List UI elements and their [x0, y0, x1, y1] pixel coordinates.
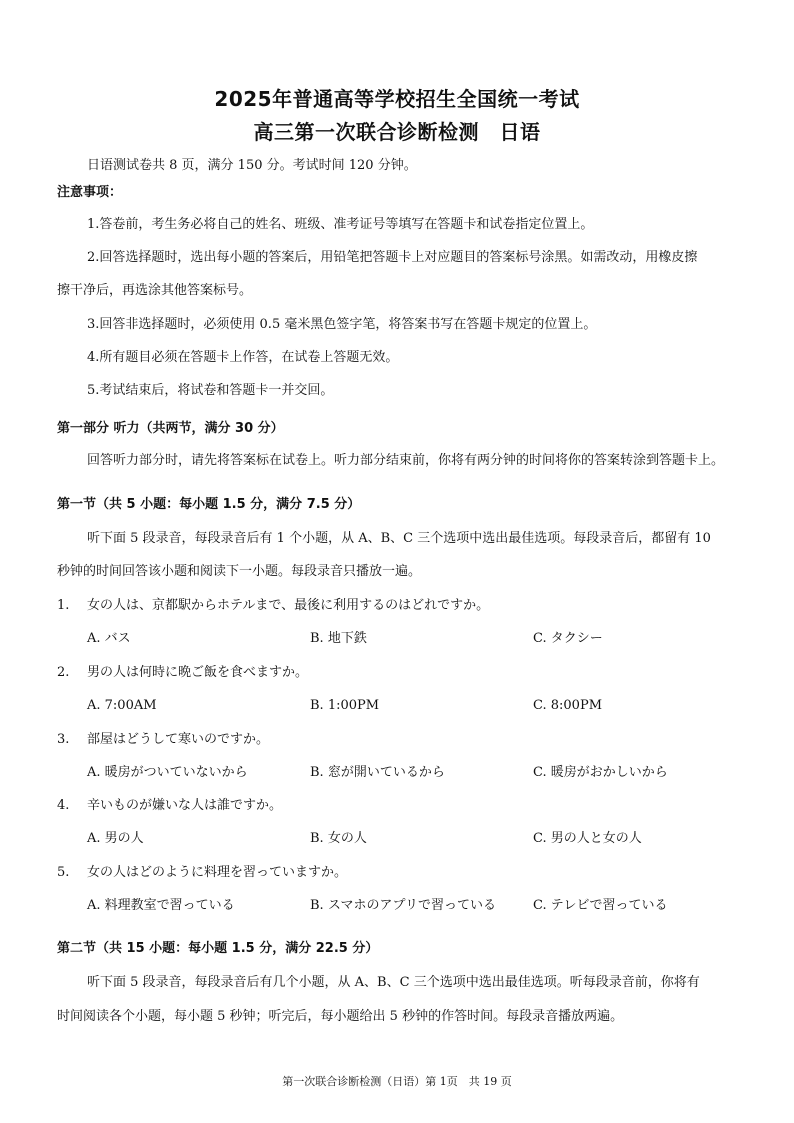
- part1-text: 回答听力部分时，请先将答案标在试卷上。听力部分结束前，你将有两分钟的时间将你的答案转涂到答题卡上。: [87, 453, 725, 468]
- question-number: 4.: [57, 798, 70, 813]
- question: [57, 731, 747, 749]
- question-number: 3.: [57, 732, 70, 747]
- option-c: C. タクシー: [533, 631, 603, 646]
- question: [57, 797, 747, 815]
- part1-heading: 第一部分 听力（共两节，满分 30 分）: [57, 421, 284, 436]
- section1-instructions-continuation: 秒钟的时间回答该小题和阅读下一小题。每段录音只播放一遍。: [57, 564, 422, 579]
- section2-instructions: 听下面 5 段录音，每段录音后有几个小题，从 A、B、C 三个选项中选出最佳选项。听每段录音前，你将有: [87, 975, 700, 990]
- intro-text: 日语测试卷共 8 页，满分 150 分。考试时间 120 分钟。: [87, 158, 417, 173]
- section1-heading: 第一节（共 5 小题：每小题 1.5 分，满分 7.5 分）: [57, 497, 361, 512]
- option-c: C. 暖房がおかしいから: [533, 765, 668, 780]
- question-text: 女の人は、京都駅からホテルまで、最後に利用するのはどれですか。: [87, 598, 490, 613]
- question-text: 部屋はどうして寒いのですか。: [87, 732, 270, 747]
- option-a: A. 7:00AM: [87, 698, 157, 713]
- question-text: 男の人は何時に晩ご飯を食べますか。: [87, 665, 309, 680]
- section2-heading: 第二节（共 15 小题：每小题 1.5 分，满分 22.5 分）: [57, 941, 379, 956]
- option-c: C. テレビで習っている: [533, 898, 668, 913]
- option-a: A. 料理教室で習っている: [87, 898, 235, 913]
- question: [57, 864, 747, 882]
- note-item: 4.所有题目必须在答题卡上作答，在试卷上答题无效。: [87, 350, 399, 365]
- question-text: 辛いものが嫌いな人は誰ですか。: [87, 798, 283, 813]
- option-a: A. 暖房がついていないから: [87, 765, 248, 780]
- option-b: B. 地下鉄: [310, 631, 367, 646]
- option-c: C. 8:00PM: [533, 698, 602, 713]
- option-a: A. バス: [87, 631, 131, 646]
- exam-subtitle: 高三第一次联合诊断检测 日语: [253, 120, 541, 144]
- page-footer: 第一次联合诊断检测（日语）第 1页 共 19 页: [282, 1075, 512, 1088]
- option-a: A. 男の人: [87, 831, 144, 846]
- exam-title: 2025年普通高等学校招生全国统一考试: [214, 87, 580, 111]
- question-number: 5.: [57, 865, 70, 880]
- note-item-continuation: 擦干净后，再选涂其他答案标号。: [57, 283, 253, 298]
- section2-instructions-continuation: 时间阅读各个小题，每小题 5 秒钟；听完后，每小题给出 5 秒钟的作答时间。每段录音播放两遍。: [57, 1009, 624, 1024]
- option-b: B. 窓が開いているから: [310, 765, 445, 780]
- note-item: 2.回答选择题时，选出每小题的答案后，用铅笔把答题卡上对应题目的答案标号涂黑。如需改动，用橡皮擦: [87, 250, 698, 265]
- section1-instructions: 听下面 5 段录音，每段录音后有 1 个小题，从 A、B、C 三个选项中选出最佳选项。每段录音后，都留有 10: [87, 531, 711, 546]
- question-number: 1.: [57, 598, 70, 613]
- question: [57, 597, 747, 615]
- question: [57, 664, 747, 682]
- note-item: 5.考试结束后，将试卷和答题卡一并交回。: [87, 383, 334, 398]
- note-item: 1.答卷前，考生务必将自己的姓名、班级、准考证号等填写在答题卡和试卷指定位置上。: [87, 217, 594, 232]
- option-b: B. 女の人: [310, 831, 367, 846]
- option-c: C. 男の人と女の人: [533, 831, 642, 846]
- note-item: 3.回答非选择题时，必须使用 0.5 毫米黑色签字笔，将答案书写在答题卡规定的位置上。: [87, 317, 597, 332]
- option-b: B. 1:00PM: [310, 698, 380, 713]
- option-b: B. スマホのアプリで習っている: [310, 898, 497, 913]
- question-number: 2.: [57, 665, 70, 680]
- question-text: 女の人はどのように料理を習っていますか。: [87, 865, 348, 880]
- notes-heading: 注意事项：: [57, 185, 123, 200]
